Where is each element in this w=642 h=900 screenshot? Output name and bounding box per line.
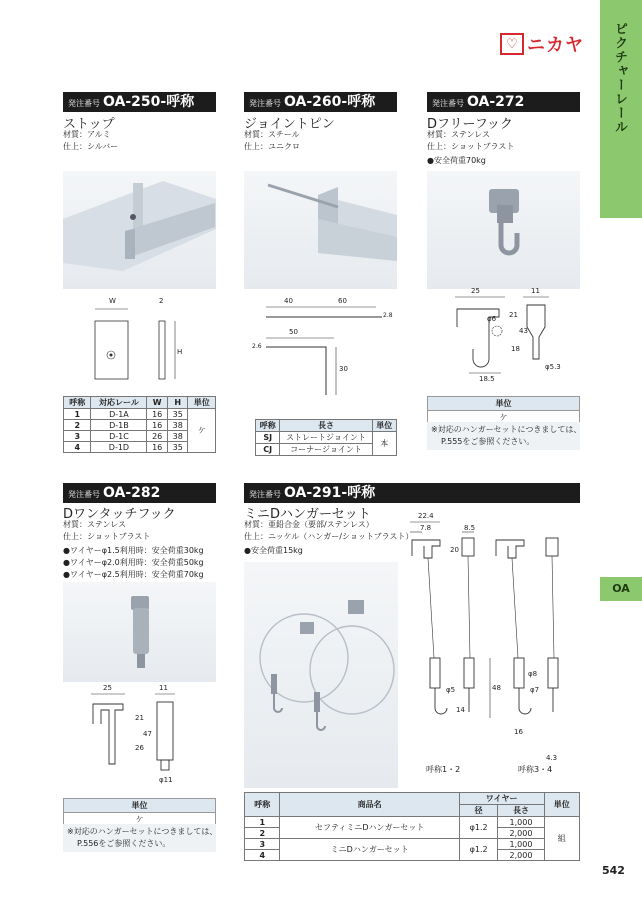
product-name: ミニDハンガーセット (244, 507, 371, 522)
product-header-oa272 (427, 92, 580, 112)
table-row: 3 ミニDハンガーセット φ1.2 1,000 (245, 839, 580, 850)
page-number: 542 (602, 864, 625, 877)
dim-21: 21 (135, 714, 144, 722)
stop-dimension-drawing (63, 295, 216, 390)
stop-rail-illustration (63, 171, 216, 289)
order-prefix: 発注番号 (68, 99, 100, 108)
dim-phi6: φ6 (487, 315, 497, 323)
dim-2-8: 2.8 (383, 312, 393, 319)
dim-11: 11 (159, 684, 168, 692)
dim-22-4: 22.4 (418, 512, 434, 520)
dim-2-6: 2.6 (252, 343, 262, 350)
table-row: 3 D-1C 26 38 (64, 431, 216, 442)
spec-table-oa291: 呼称 商品名 ワイヤー 単位 径 長さ 1 セフティミニDハンガーセット φ1.2 1,000 組 2 2,000 3 ミニDハンガーセット φ1.2 1,000 4 2,000 (244, 792, 580, 861)
dim-14: 14 (456, 706, 465, 714)
product-header-oa291 (244, 483, 580, 503)
joint-pin-illustration (244, 171, 397, 289)
product-specs: 材質：アルミ 仕上：シルバー (63, 130, 119, 151)
dim-47: 47 (143, 730, 152, 738)
product-specs: 材質：ステンレス 仕上：ショットブラスト ●ワイヤーφ1.5利用時：安全荷重30kg ●ワイヤーφ2.0利用時：安全荷重50kg ●ワイヤーφ2.5利用時：安全荷重70kg (63, 520, 204, 579)
product-photo-joint-pin (244, 171, 397, 289)
product-name: Dフリーフック (427, 117, 513, 132)
brand-logo (500, 33, 584, 55)
heart-icon: ♡ (500, 33, 524, 55)
dim-4-3: 4.3 (546, 754, 558, 762)
dim-60: 60 (338, 297, 347, 305)
product-specs: 材質：ステンレス 仕上：ショットブラスト ●安全荷重70kg (427, 130, 515, 165)
dim-26: 26 (135, 744, 144, 752)
joint-pin-dimension-drawing (244, 295, 397, 413)
dim-11: 11 (531, 287, 540, 295)
product-name: ストップ (63, 117, 115, 132)
mini-d-hanger-illustration (244, 562, 398, 788)
reference-note-oa272: ※対応のハンガーセットにつきましては、 P.555をご参照ください。 (431, 425, 582, 446)
product-code: OA-250-呼称 (103, 94, 195, 110)
d-free-hook-dimension-drawing (427, 287, 580, 385)
dim-18-5: 18.5 (479, 375, 495, 383)
product-code: OA-282 (103, 485, 161, 501)
table-row: 4 2,000 (245, 850, 580, 861)
product-specs: 材質：スチール 仕上：ユニクロ (244, 130, 300, 151)
category-tab[interactable] (600, 0, 642, 218)
product-header-oa260 (244, 92, 397, 112)
unit-cell: 本 (372, 432, 396, 456)
caption-call-1-2: 呼称1・2 (426, 765, 461, 774)
product-code: OA-291-呼称 (284, 485, 376, 501)
dim-7-8: 7.8 (420, 524, 432, 532)
d-free-hook-illustration (427, 171, 580, 289)
dim-25: 25 (103, 684, 112, 692)
table-row: CJ コーナージョイント (256, 444, 397, 456)
dim-18: 18 (511, 345, 520, 353)
dim-h: H (177, 348, 183, 356)
product-header-oa282 (63, 483, 216, 503)
dim-48: 48 (492, 684, 501, 692)
reference-note-oa282: ※対応のハンガーセットにつきましては、 P.556をご参照ください。 (67, 827, 218, 848)
spec-table-oa260: 呼称 長さ 単位 SJ ストレートジョイント 本 CJ コーナージョイント (255, 419, 397, 456)
oa-tab[interactable]: OA (600, 577, 642, 601)
dim-phi11: φ11 (159, 776, 173, 784)
dim-w: W (109, 297, 116, 305)
d-one-touch-hook-dimension-drawing (63, 684, 216, 788)
product-specs: 材質：亜鉛合金（要部/ステンレス） 仕上：ニッケル（ハンガー/ショットブラスト） ●安全荷重15kg (244, 520, 414, 555)
dim-30: 30 (339, 365, 348, 373)
table-row: 1 D-1A 16 35 ケ (64, 409, 216, 420)
product-photo-d-free-hook (427, 171, 580, 289)
mini-d-hanger-dimension-drawing (400, 508, 580, 770)
order-prefix: 発注番号 (432, 99, 464, 108)
unit-table-oa282: 単位 ケ (63, 798, 216, 827)
order-prefix: 発注番号 (249, 490, 281, 499)
dim-25: 25 (471, 287, 480, 295)
table-row: 4 D-1D 16 35 (64, 442, 216, 453)
dim-phi8: φ8 (528, 670, 538, 678)
dim-phi5-3: φ5.3 (545, 363, 561, 371)
table-row: 2 D-1B 16 38 (64, 420, 216, 431)
spec-table-oa250: 呼称 対応レール W H 単位 1 D-1A 16 35 ケ 2 D-1B 16 38 3 D-1C 26 38 4 D-1D 16 35 (63, 396, 216, 453)
product-photo-d-one-touch-hook (63, 582, 216, 682)
product-photo-mini-d-hanger (244, 562, 398, 788)
order-prefix: 発注番号 (68, 490, 100, 499)
product-header-oa250 (63, 92, 216, 112)
product-code: OA-260-呼称 (284, 94, 376, 110)
brand-logo-text: ニカヤ (527, 35, 584, 56)
unit-table-oa272: 単位 ケ (427, 396, 580, 425)
d-one-touch-hook-illustration (63, 582, 216, 682)
dim-43: 43 (519, 327, 528, 335)
table-row: SJ ストレートジョイント 本 (256, 432, 397, 444)
dim-40: 40 (284, 297, 293, 305)
dim-21: 21 (509, 311, 518, 319)
caption-call-3-4: 呼称3・4 (518, 765, 553, 774)
order-prefix: 発注番号 (249, 99, 281, 108)
dim-2: 2 (159, 297, 164, 305)
dim-phi5: φ5 (446, 686, 456, 694)
product-photo-stop (63, 171, 216, 289)
table-row: 2 2,000 (245, 828, 580, 839)
product-name: ジョイントピン (244, 117, 335, 132)
product-name: Dワンタッチフック (63, 507, 176, 522)
dim-16: 16 (514, 728, 523, 736)
table-row: 1 セフティミニDハンガーセット φ1.2 1,000 組 (245, 817, 580, 828)
unit-cell: 組 (544, 817, 579, 861)
product-code: OA-272 (467, 94, 525, 110)
dim-50: 50 (289, 328, 298, 336)
dim-8-5: 8.5 (464, 524, 476, 532)
dim-20: 20 (450, 546, 459, 554)
unit-cell: ケ (188, 409, 216, 453)
dim-phi7: φ7 (530, 686, 540, 694)
category-tab-label: ピクチャーレール (612, 22, 627, 134)
